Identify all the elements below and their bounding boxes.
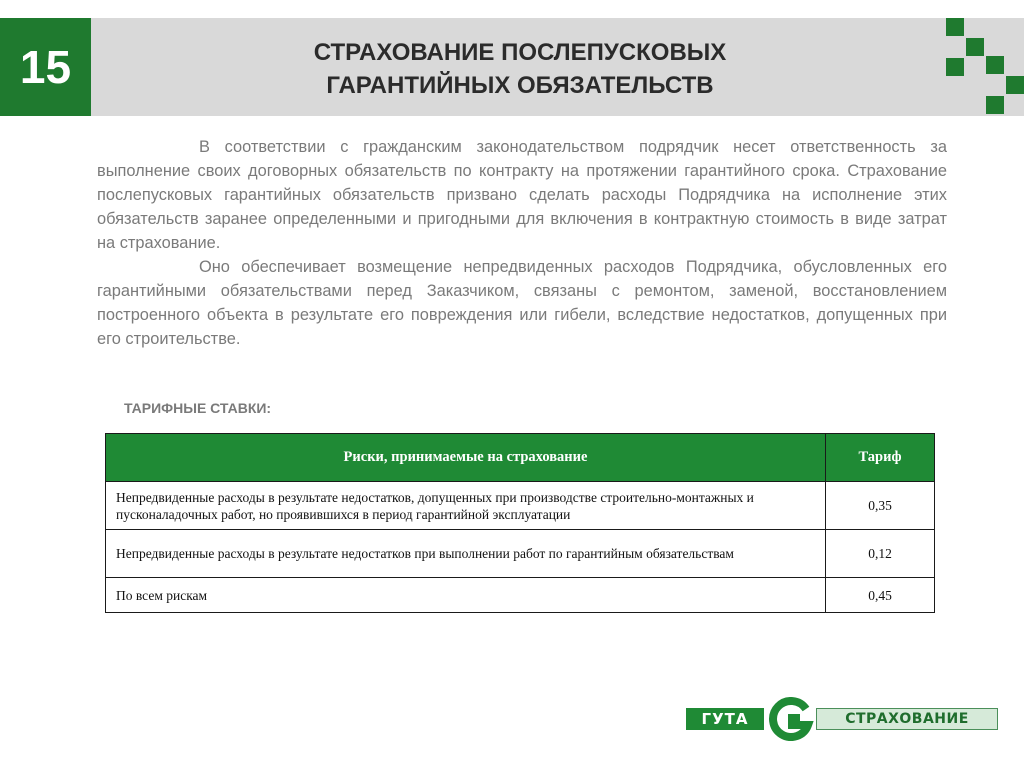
body-paragraph-1: В соответствии с гражданским законодательством подрядчик несет ответственность за выполнение своих договорных обязательств по контракту на протяжении гарантийного срока. Страхование послепусковых гарантийных обязательств призвано сделать расходы Подрядчика на исполнение этих обязательств заранее определенными и пригодными для включения в контрактную стоимость в виде затрат на страхование. [97, 138, 947, 252]
rate-cell: 0,12 [826, 530, 935, 578]
risk-cell: Непредвиденные расходы в результате недостатков, допущенных при производстве строительно-монтажных и пусконаладочных работ, но проявившихся в период гарантийной эксплуатации [106, 482, 826, 530]
decorative-squares-pattern [944, 16, 1024, 120]
rates-table [105, 433, 935, 613]
company-logo [686, 697, 998, 741]
rate-cell: 0,35 [826, 482, 935, 530]
table-header-row [106, 434, 935, 482]
page-title [230, 36, 810, 102]
logo-g-mark-icon [762, 697, 816, 741]
logo-right-plate [816, 708, 998, 730]
pattern-square [946, 18, 964, 36]
rate-cell: 0,45 [826, 578, 935, 613]
body-paragraph-2: Оно обеспечивает возмещение непредвиденных расходов Подрядчика, обусловленных его гарантийными обязательствами перед Заказчиком, связаны с ремонтом, заменой, восстановлением построенного объекта в результате его повреждения или гибели, вследствие недостатков, допущенных при его строительстве. [97, 258, 947, 348]
title-line-1: СТРАХОВАНИЕ ПОСЛЕПУСКОВЫХ [313, 39, 727, 66]
pattern-square [986, 96, 1004, 114]
slide-number-text: 15 [19, 41, 72, 93]
body-text [97, 135, 947, 351]
risk-cell: По всем рискам [106, 578, 826, 613]
logo-left-word: ГУТА [701, 710, 749, 728]
pattern-square [946, 58, 964, 76]
rates-heading: ТАРИФНЫЕ СТАВКИ: [124, 400, 272, 416]
title-line-2: ГАРАНТИЙНЫХ ОБЯЗАТЕЛЬСТВ [326, 72, 714, 99]
column-header-risks: Риски, принимаемые на страхование [106, 434, 826, 482]
risk-cell: Непредвиденные расходы в результате недостатков при выполнении работ по гарантийным обязательствам [106, 530, 826, 578]
table-row [106, 482, 935, 530]
logo-left-plate [686, 708, 764, 730]
slide-number [0, 18, 91, 116]
pattern-square [966, 38, 984, 56]
pattern-square [986, 56, 1004, 74]
pattern-square [1006, 76, 1024, 94]
logo-right-word: СТРАХОВАНИЕ [845, 711, 969, 727]
table-row [106, 530, 935, 578]
table-row [106, 578, 935, 613]
column-header-rate: Тариф [826, 434, 935, 482]
